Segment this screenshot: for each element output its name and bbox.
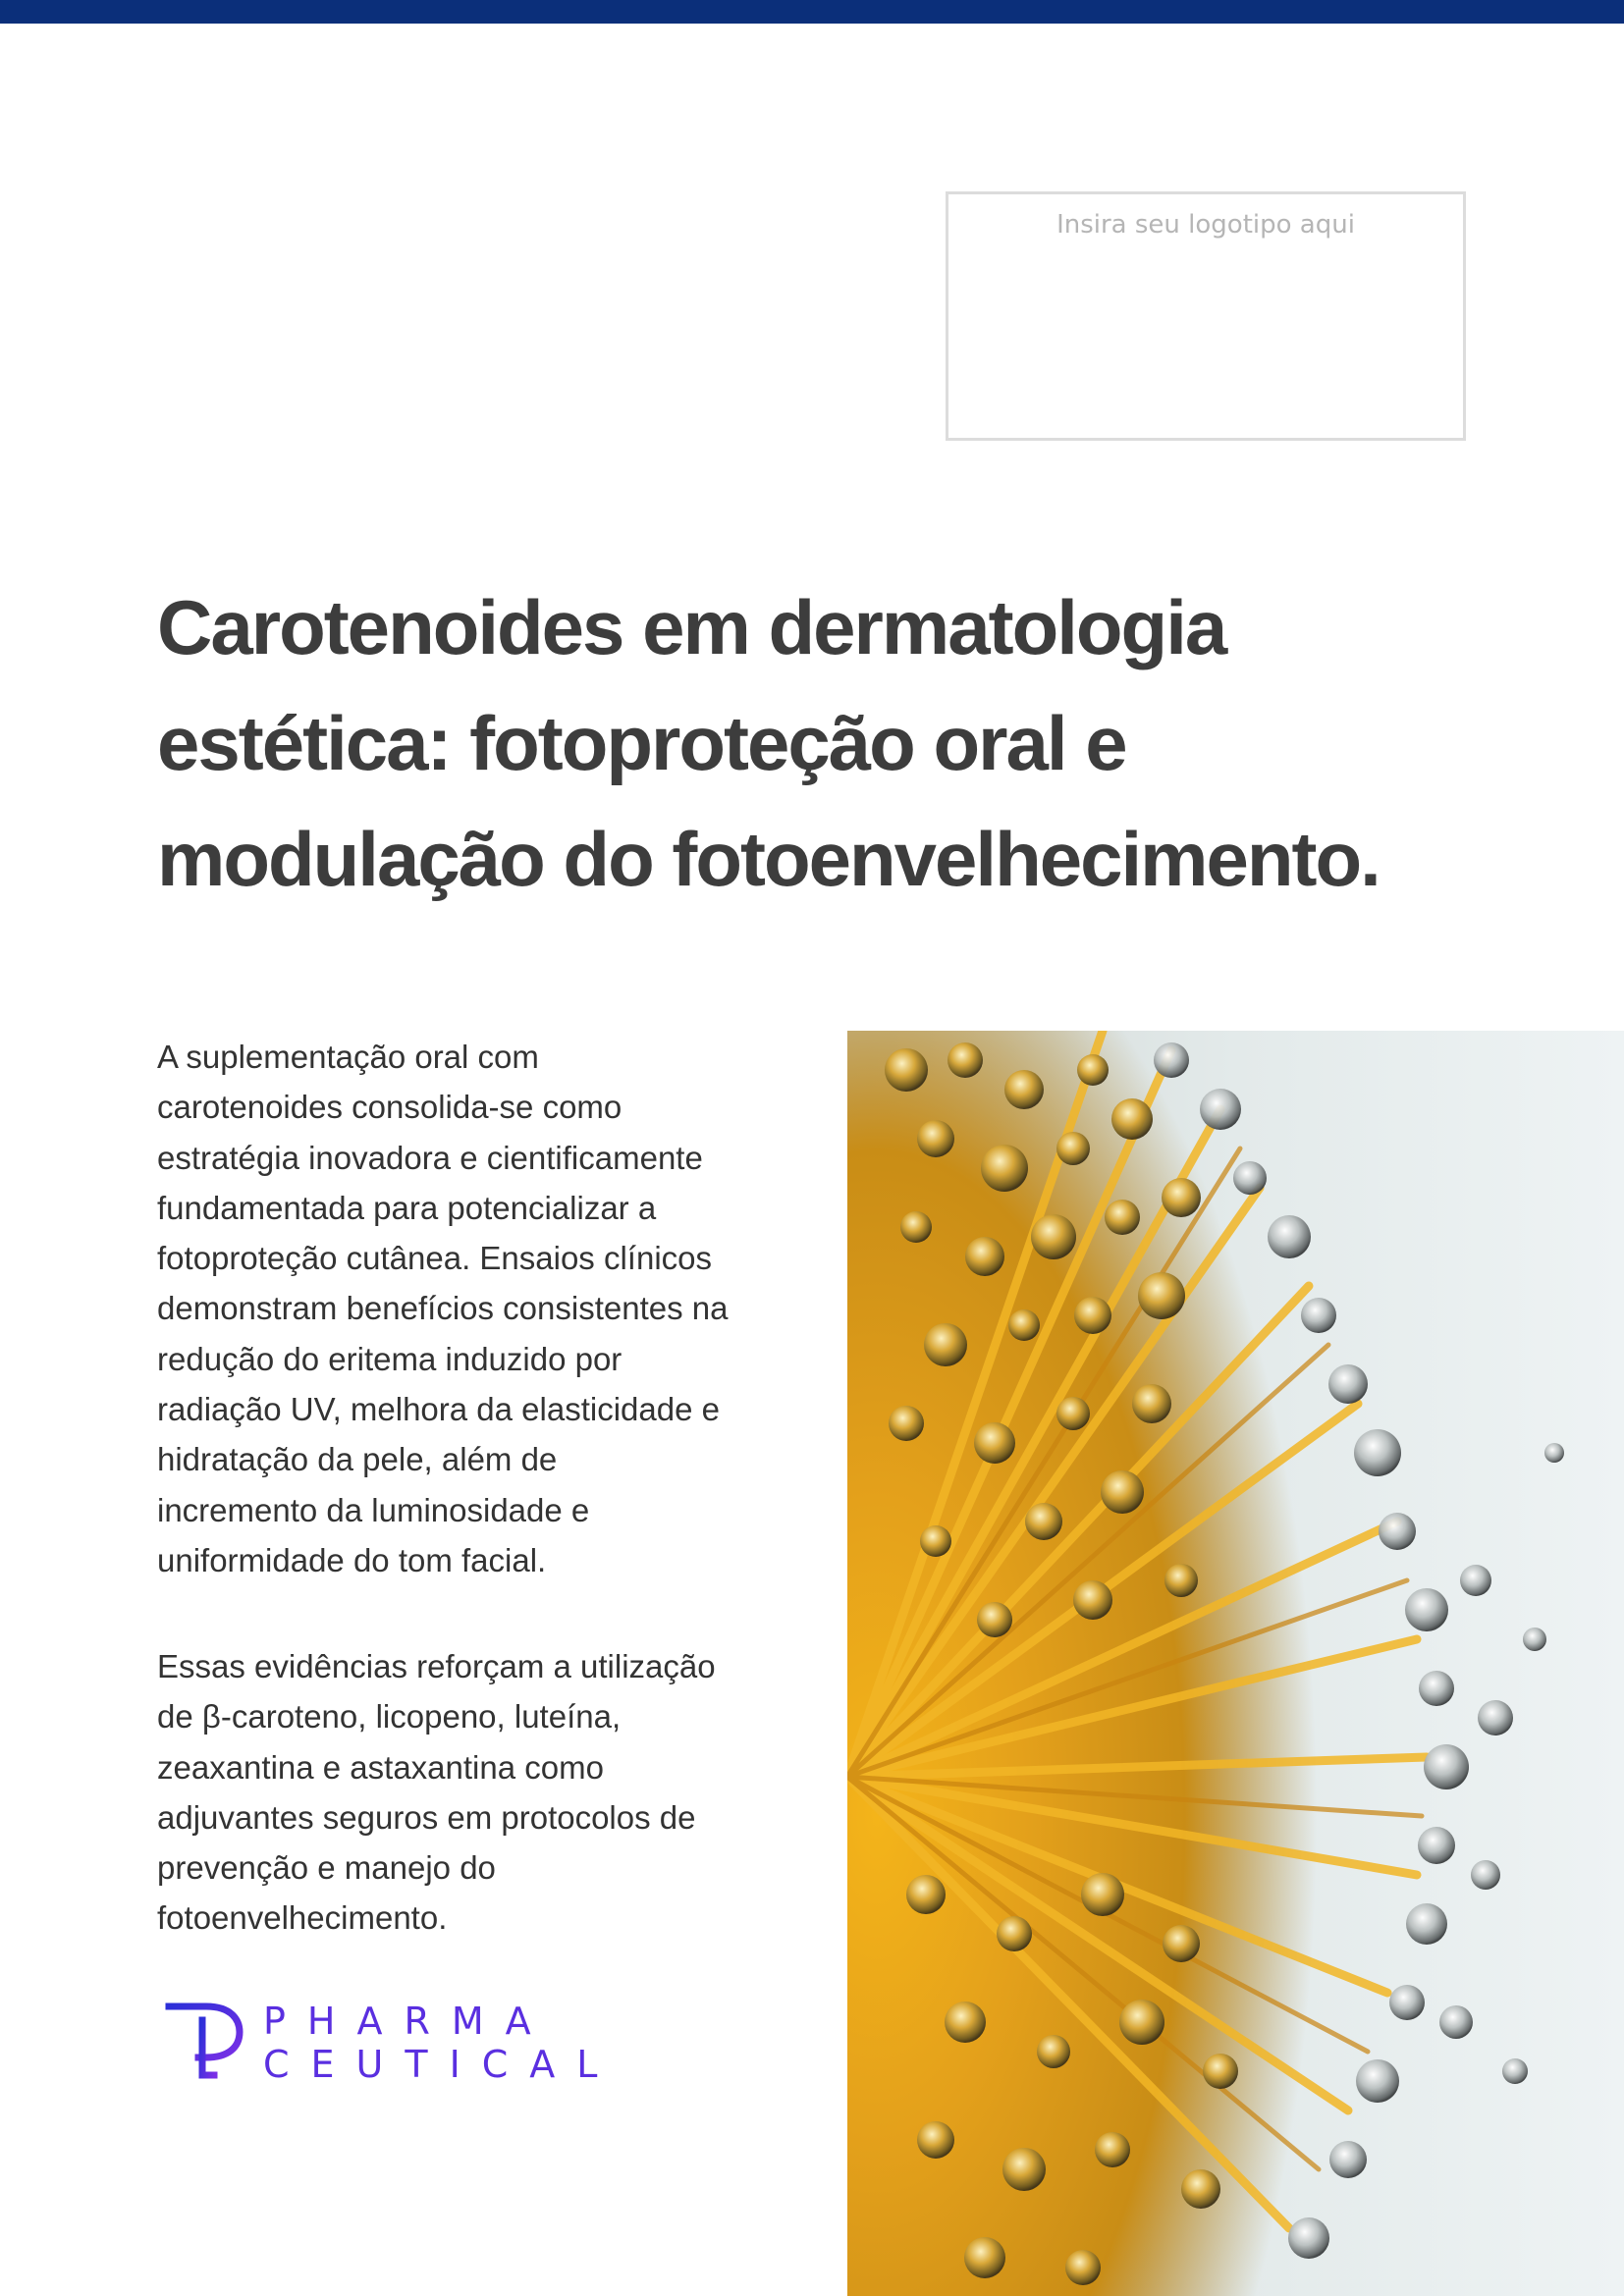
title-line: Carotenoides em dermatologia <box>157 584 1226 670</box>
logo-placeholder[interactable] <box>946 191 1466 441</box>
evidence-paragraph <box>157 1641 746 1944</box>
paragraph-line: hidratação da pele, além de <box>157 1441 558 1478</box>
oil-bubbles-photo <box>847 1031 1624 2296</box>
document-title <box>157 569 1483 917</box>
paragraph-line: carotenoides consolida-se como <box>157 1089 623 1126</box>
paragraph-line: prevenção e manejo do <box>157 1849 496 1887</box>
paragraph-line: incremento da luminosidade e <box>157 1491 590 1528</box>
paragraph-line: fotoproteção cutânea. Ensaios clínicos <box>157 1240 713 1277</box>
top-accent-bar <box>0 0 1624 24</box>
title-line: modulação do fotoenvelhecimento. <box>157 816 1380 902</box>
logo-placeholder-text: Insira seu logotipo aqui <box>1056 210 1355 240</box>
paragraph-line: uniformidade do tom facial. <box>157 1541 547 1578</box>
paragraph-line: redução do eritema induzido por <box>157 1340 623 1377</box>
intro-paragraph <box>157 1032 746 1585</box>
pharma-monogram-icon <box>165 1999 245 2087</box>
paragraph-line: fundamentada para potencializar a <box>157 1189 657 1226</box>
brand-name-line-2: CEUTICAL <box>263 2043 620 2086</box>
title-line: estética: fotoproteção oral e <box>157 700 1126 786</box>
paragraph-line: Essas evidências reforçam a utilização <box>157 1648 716 1684</box>
paragraph-line: adjuvantes seguros em protocolos de <box>157 1798 696 1836</box>
paragraph-line: de β-caroteno, licopeno, luteína, <box>157 1698 622 1735</box>
brand-logo <box>165 1999 620 2087</box>
paragraph-line: estratégia inovadora e cientificamente <box>157 1139 703 1176</box>
paragraph-line: A suplementação oral com <box>157 1039 539 1075</box>
paragraph-line: zeaxantina e astaxantina como <box>157 1748 604 1786</box>
hero-image <box>847 1031 1624 2296</box>
paragraph-line: demonstram benefícios consistentes na <box>157 1290 729 1327</box>
paragraph-line: fotoenvelhecimento. <box>157 1899 448 1937</box>
brand-name-line-1: PHARMA <box>263 2000 553 2043</box>
paragraph-line: radiação UV, melhora da elasticidade e <box>157 1391 720 1428</box>
